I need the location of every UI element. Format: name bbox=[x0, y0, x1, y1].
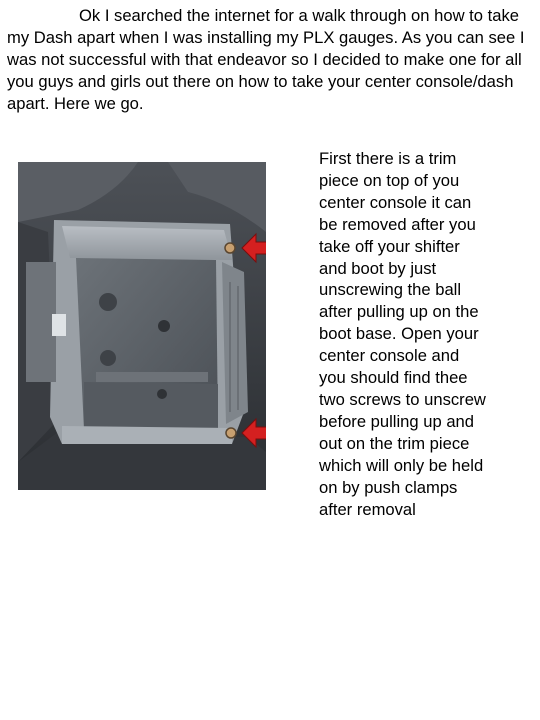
step-1-instructions: First there is a trim piece on top of you center console it can be removed after you take off your shifter and boot by just unscrewing the ball after pulling up on the boot base. Open your center console and you should find thee two screws to unscrew before pulling up and out on the trim piece which will only be held on by push clamps after removal bbox=[319, 149, 486, 519]
top-screw bbox=[225, 243, 235, 253]
bin-hole-1 bbox=[99, 293, 117, 311]
bin-hole-3 bbox=[100, 350, 116, 366]
bin-ledge bbox=[96, 372, 208, 382]
bin-floor bbox=[84, 382, 218, 430]
center-console-photo bbox=[18, 162, 266, 490]
console-right-panel bbox=[222, 262, 248, 424]
center-console-illustration bbox=[18, 162, 266, 490]
intro-paragraph: Ok I searched the internet for a walk through on how to take my Dash apart when I was installing my PLX gauges. As you can see I was not successful with that endeavor so I decided to make one for all you guys and girls out there on how to take your center console/dash apart. Here we go. bbox=[7, 6, 525, 113]
console-rim-bottom bbox=[62, 426, 232, 444]
bin-hole-2 bbox=[158, 320, 170, 332]
bin-hole-4 bbox=[157, 389, 167, 399]
bottom-screw bbox=[226, 428, 236, 438]
left-bracket bbox=[26, 262, 56, 382]
left-clip bbox=[52, 314, 66, 336]
console-rim-top bbox=[62, 226, 232, 260]
